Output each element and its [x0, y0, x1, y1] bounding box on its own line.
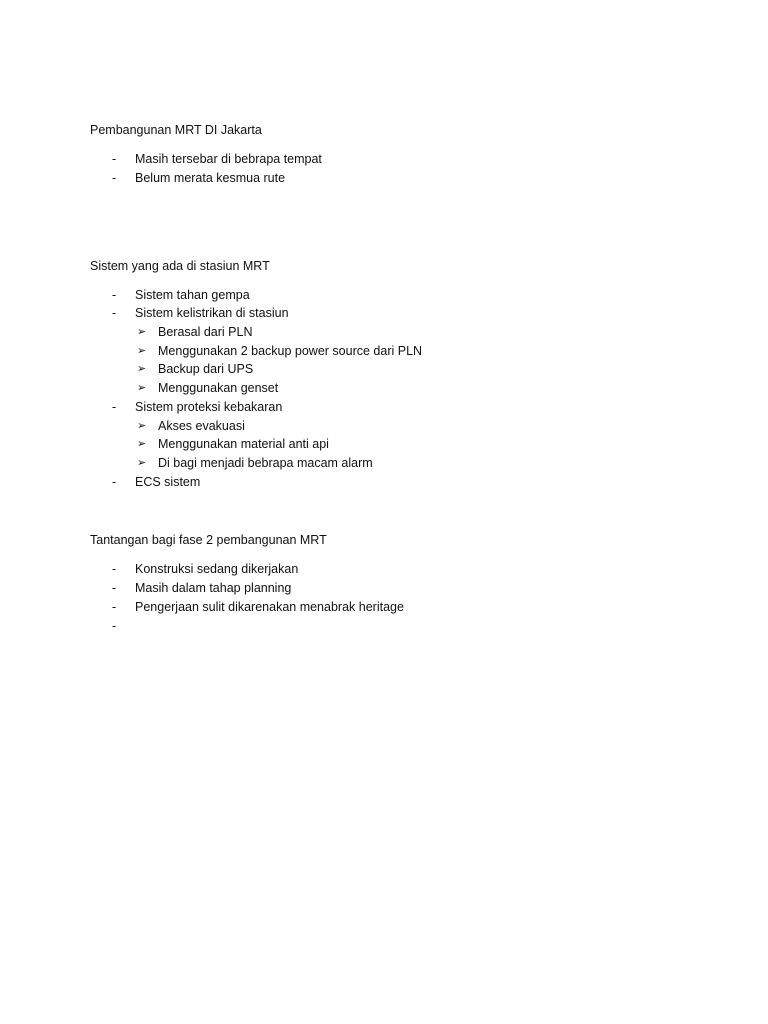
list-item: Sistem proteksi kebakaran [135, 400, 283, 414]
list-item: Konstruksi sedang dikerjakan [135, 562, 299, 576]
bullet-dash: - [112, 288, 117, 302]
sub-list-item: Menggunakan 2 backup power source dari PLN [158, 344, 423, 358]
list-item: Masih dalam tahap planning [135, 581, 292, 595]
arrow-bullet-icon: ➢ [137, 420, 147, 432]
list-item: Sistem kelistrikan di stasiun [135, 306, 289, 320]
bullet-dash: - [112, 306, 117, 320]
sub-list-item: Backup dari UPS [158, 362, 254, 376]
list-item: Pengerjaan sulit dikarenakan menabrak heritage [135, 600, 404, 614]
bullet-dash: - [112, 619, 117, 633]
bullet-dash: - [112, 475, 117, 489]
arrow-bullet-icon: ➢ [137, 363, 147, 375]
section-title: Tantangan bagi fase 2 pembangunan MRT [90, 533, 327, 547]
list-item: ECS sistem [135, 475, 201, 489]
arrow-bullet-icon: ➢ [137, 438, 147, 450]
bullet-dash: - [112, 171, 117, 185]
bullet-dash: - [112, 152, 117, 166]
section-title: Sistem yang ada di stasiun MRT [90, 259, 270, 273]
arrow-bullet-icon: ➢ [137, 345, 147, 357]
sub-list-item: Menggunakan genset [158, 381, 279, 395]
bullet-dash: - [112, 400, 117, 414]
arrow-bullet-icon: ➢ [137, 382, 147, 394]
list-item: Masih tersebar di bebrapa tempat [135, 152, 322, 166]
bullet-dash: - [112, 600, 117, 614]
sub-list-item: Berasal dari PLN [158, 325, 253, 339]
sub-list-item: Akses evakuasi [158, 419, 245, 433]
arrow-bullet-icon: ➢ [137, 326, 147, 338]
arrow-bullet-icon: ➢ [137, 457, 147, 469]
list-item: Sistem tahan gempa [135, 288, 250, 302]
section-title: Pembangunan MRT DI Jakarta [90, 123, 262, 137]
bullet-dash: - [112, 562, 117, 576]
list-item: Belum merata kesmua rute [135, 171, 286, 185]
sub-list-item: Menggunakan material anti api [158, 437, 329, 451]
sub-list-item: Di bagi menjadi bebrapa macam alarm [158, 456, 373, 470]
bullet-dash: - [112, 581, 117, 595]
